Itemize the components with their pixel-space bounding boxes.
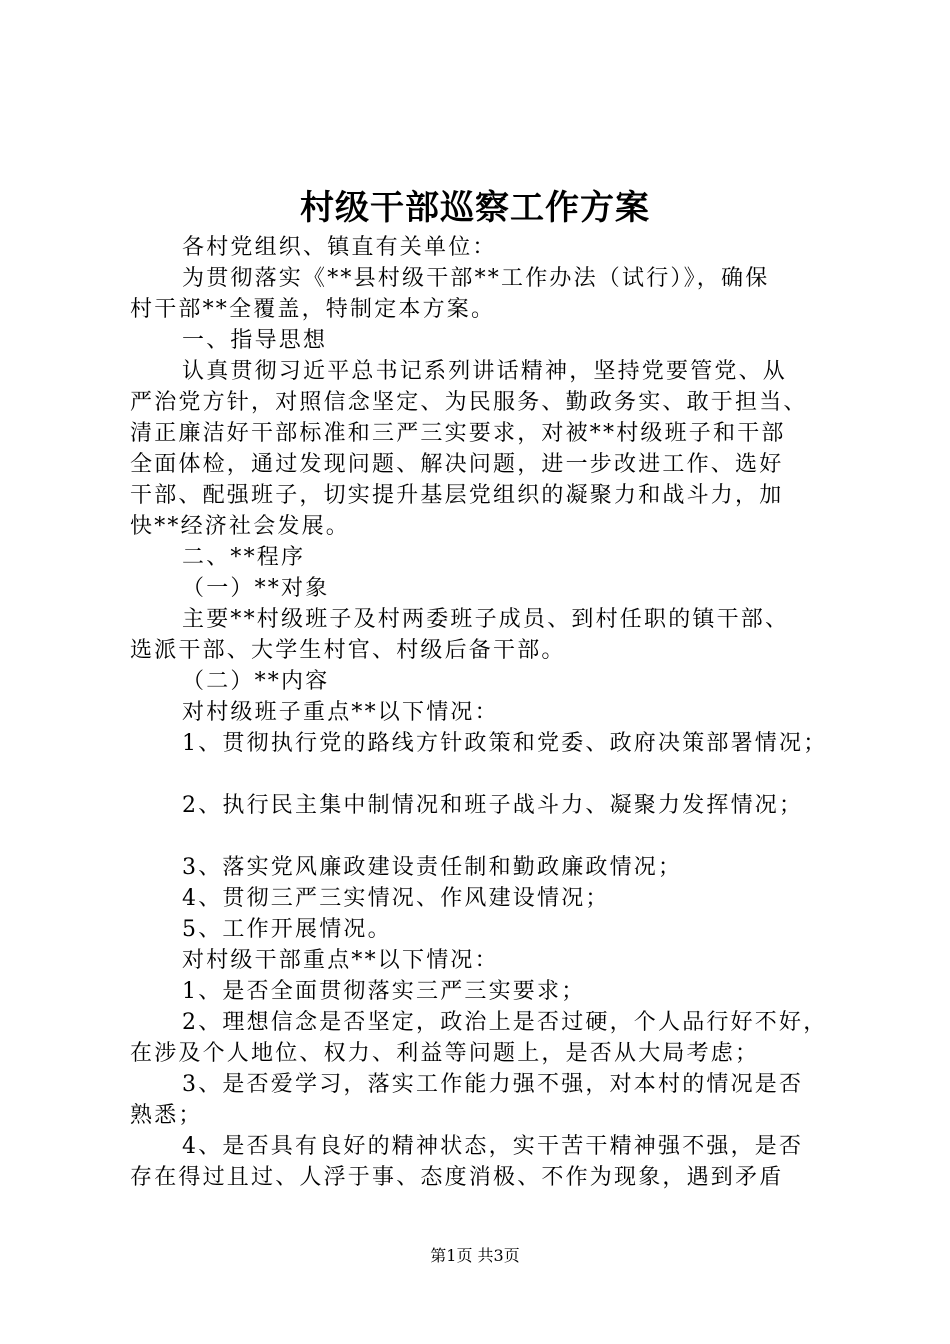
- section-heading: 二、**程序: [182, 545, 306, 570]
- list-item: 2、理想信念是否坚定，政治上是否过硬，个人品行好不好，: [182, 1010, 828, 1035]
- body-line: 为贯彻落实《**县村级干部**工作办法（试行）》，确保: [182, 266, 770, 291]
- list-item: 4、贯彻三严三实情况、作风建设情况；: [182, 886, 610, 911]
- body-line: 认真贯彻习近平总书记系列讲话精神，坚持党要管党、从: [182, 359, 788, 384]
- salutation-line: 各村党组织、镇直有关单位：: [182, 235, 497, 260]
- list-item: 1、是否全面贯彻落实三严三实要求；: [182, 979, 586, 1004]
- body-line: 选派干部、大学生村官、村级后备干部。: [130, 638, 566, 663]
- body-line: 干部、配强班子，切实提升基层党组织的凝聚力和战斗力，加: [130, 483, 784, 508]
- list-item: 3、落实党风廉政建设责任制和勤政廉政情况；: [182, 855, 683, 880]
- list-item: 3、是否爱学习，落实工作能力强不强，对本村的情况是否: [182, 1072, 804, 1097]
- body-line: 存在得过且过、人浮于事、态度消极、不作为现象，遇到矛盾: [130, 1165, 784, 1190]
- document-title: 村级干部巡察工作方案: [300, 188, 650, 228]
- body-line: 严治党方针，对照信念坚定、为民服务、勤政务实、敢于担当、: [130, 390, 808, 415]
- body-line: 全面体检，通过发现问题、解决问题，进一步改进工作、选好: [130, 452, 784, 477]
- subsection-heading: （一）**对象: [182, 576, 330, 601]
- body-line: 清正廉洁好干部标准和三严三实要求，对被**村级班子和干部: [130, 421, 786, 446]
- list-item: 2、执行民主集中制情况和班子战斗力、凝聚力发挥情况；: [182, 793, 804, 818]
- list-item: 1、贯彻执行党的路线方针政策和党委、政府决策部署情况；: [182, 731, 828, 756]
- page-footer: 第1页 共3页: [430, 1246, 520, 1265]
- body-line: 主要**村级班子及村两委班子成员、到村任职的镇干部、: [182, 607, 790, 632]
- list-item: 4、是否具有良好的精神状态，实干苦干精神强不强，是否: [182, 1134, 804, 1159]
- body-line: 村干部**全覆盖，特制定本方案。: [130, 297, 496, 322]
- list-item: 5、工作开展情况。: [182, 917, 392, 942]
- body-line: 对村级干部重点**以下情况：: [182, 948, 499, 973]
- subsection-heading: （二）**内容: [182, 669, 330, 694]
- body-line: 快**经济社会发展。: [130, 514, 351, 539]
- section-heading: 一、指导思想: [182, 328, 328, 353]
- body-line: 对村级班子重点**以下情况：: [182, 700, 499, 725]
- body-line: 熟悉；: [130, 1103, 203, 1128]
- document-body: [130, 232, 830, 1193]
- body-line: 在涉及个人地位、权力、利益等问题上，是否从大局考虑；: [130, 1041, 760, 1066]
